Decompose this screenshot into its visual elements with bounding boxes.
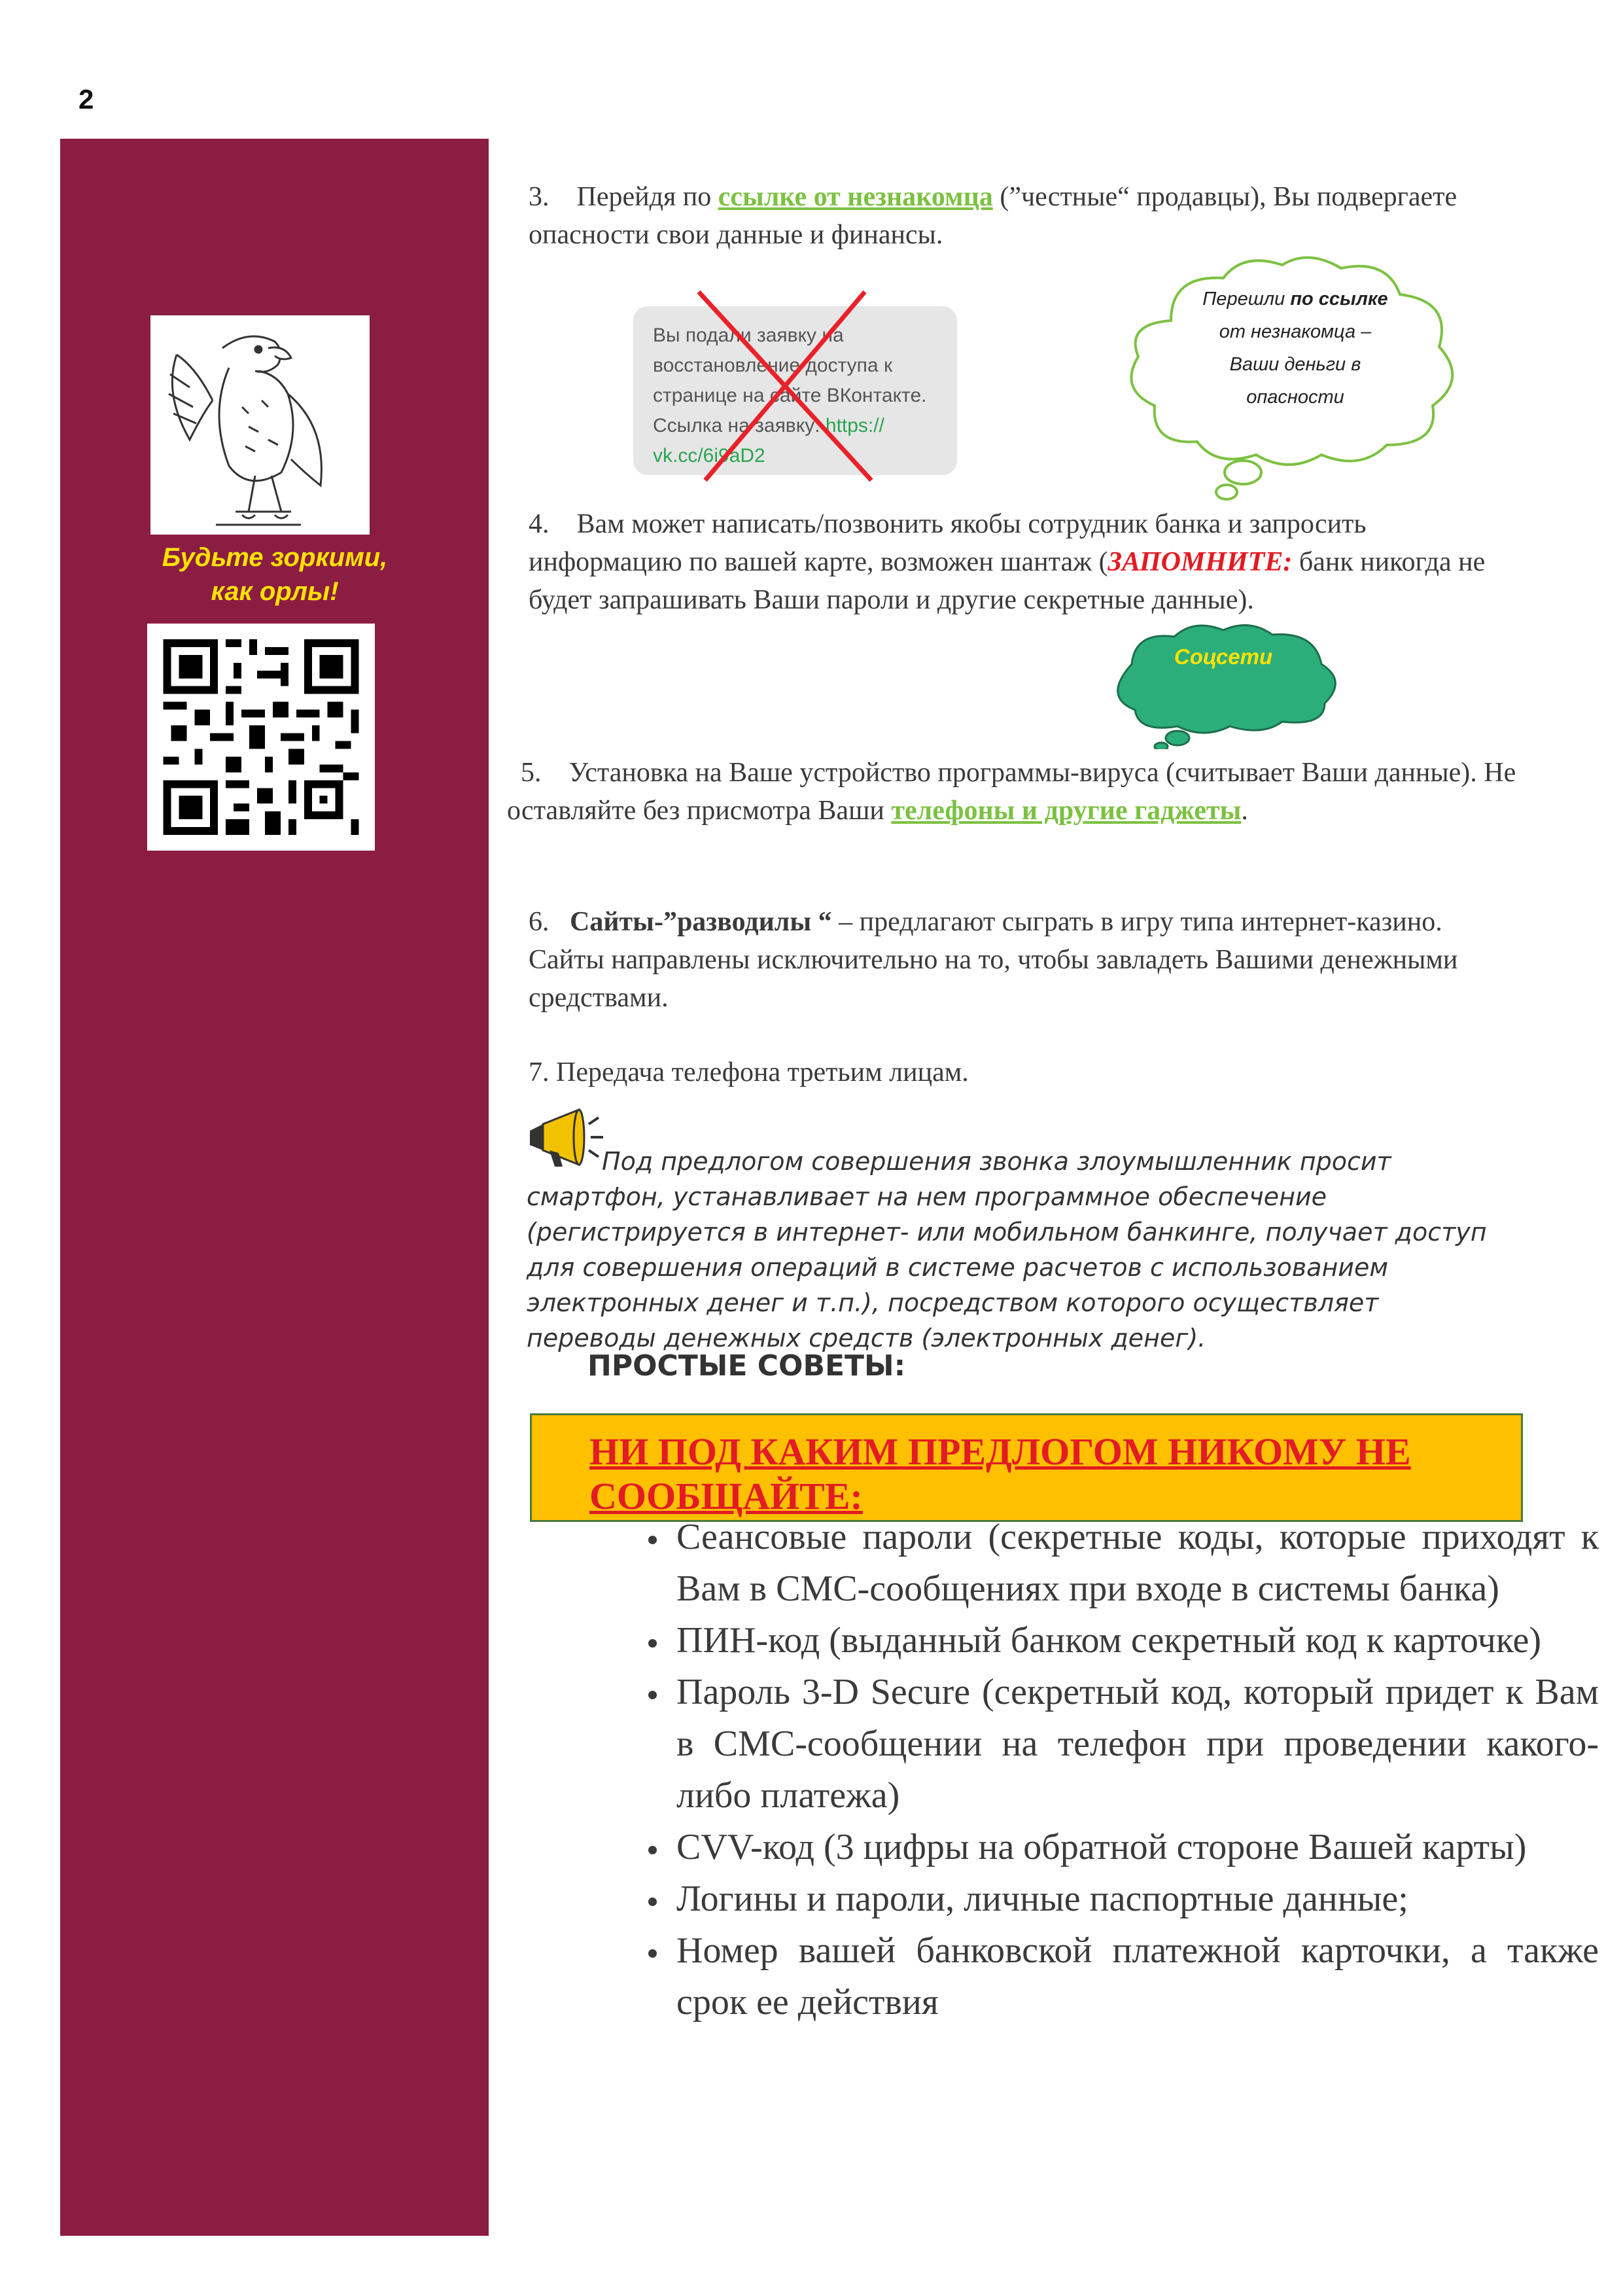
- cloud-text-pre: Перешли: [1202, 289, 1291, 309]
- tip-item: • Сеансовые пароли (секретные коды, которые приходят к Вам в СМС-сообщениях при входе в системы банка): [670, 1511, 1599, 1615]
- cloud-line-2: от незнакомца –: [1219, 321, 1372, 342]
- qr-code[interactable]: [147, 624, 375, 851]
- cloud-text-bold: по ссылке: [1290, 289, 1388, 309]
- item-6-text: – предлагают сыграть в игру типа интернет-казино. Сайты направлены исключительно на то, чтобы завладеть Вашими денежными средствами.: [529, 907, 1458, 1013]
- page-number: 2: [79, 84, 94, 115]
- scam-note: [527, 1144, 1508, 1356]
- scam-note-text: Под предлогом совершения звонка злоумышленник просит смартфон, устанавливает на нем программное обеспечение (регистрируется в интернет- или мобильном банкинге, получает доступ для совершения операций в системе расчетов с использованием электронных денег и т.п.), посредством которого осуществляет переводы денежных средств (электронных денег).: [527, 1147, 1487, 1352]
- item-5-text-pre: Установка на Ваше устройство программы-вируса (считывает Ваши данные). Не оставляйте без присмотра Ваши: [507, 758, 1516, 826]
- sms-text: Вы подали заявку на восстановление доступа к странице на сайте ВКонтакте. Ссылка на заявку:: [653, 325, 927, 436]
- item-7: 7. Передача телефона третьим лицам.: [529, 1057, 969, 1087]
- eagle-illustration: [150, 315, 370, 535]
- social-cloud-icon: [1099, 618, 1348, 749]
- tip-item: • Пароль 3-D Secure (секретный код, который придет к Вам в СМС-сообщении на телефон при проведении какого-либо платежа): [670, 1667, 1599, 1822]
- advice-title: ПРОСТЫЕ СОВЕТЫ:: [587, 1349, 906, 1383]
- tip-item: • Номер вашей банковской платежной карточки, а также срок ее действия: [670, 1925, 1599, 2028]
- item-6: [529, 903, 1523, 1017]
- cloud-line-3: Ваши деньги в: [1229, 354, 1361, 375]
- slogan-line-1: Будьте зоркими,: [162, 543, 388, 572]
- warning-text: НИ ПОД КАКИМ ПРЕДЛОГОМ НИКОМУ НЕ СООБЩАЙТЕ:: [589, 1430, 1411, 1517]
- item-6-bold: Сайты-”разводилы “: [570, 907, 832, 937]
- item-4-number: 4.: [529, 509, 550, 539]
- sidebar-slogan: [98, 540, 451, 609]
- gadgets-link[interactable]: телефоны и другие гаджеты: [891, 796, 1242, 826]
- item-5-number: 5.: [521, 758, 542, 788]
- cloud-line-4: опасности: [1246, 387, 1344, 408]
- sms-link: https:// vk.cc/6i9aD2: [653, 415, 884, 467]
- social-cloud-label: Соцсети: [1174, 645, 1273, 669]
- item-4-text-post: банк никогда не будет запрашивать Ваши пароли и другие секретные данные).: [529, 547, 1486, 615]
- red-cross-icon: [693, 288, 877, 484]
- warning-box: [530, 1413, 1523, 1522]
- remember-label: ЗАПОМНИТЕ:: [1108, 547, 1293, 577]
- stranger-link[interactable]: ссылке от незнакомца: [718, 182, 993, 212]
- item-4: [529, 505, 1510, 619]
- item-3: [529, 178, 1510, 254]
- item-4-text-pre: Вам может написать/позвонить якобы сотрудник банка и запросить информацию по вашей карте, возможен шантаж (: [529, 509, 1367, 577]
- tip-item: • Логины и пароли, личные паспортные данные;: [670, 1873, 1599, 1925]
- item-5: [507, 754, 1527, 830]
- tips-list: [618, 1511, 1599, 2028]
- item-3-text-post: (”честные“ продавцы), Вы подвергаете опасности свои данные и финансы.: [529, 182, 1457, 250]
- qr-code-icon: [147, 624, 375, 851]
- item-6-number: 6.: [529, 907, 550, 937]
- tip-item: • CVV-код (3 цифры на обратной стороне Вашей карты): [670, 1822, 1599, 1873]
- item-3-text-pre: Перейдя по: [576, 182, 718, 212]
- tip-item: • ПИН-код (выданный банком секретный код к карточке): [670, 1615, 1599, 1667]
- cloud-text: [1164, 283, 1426, 414]
- item-3-number: 3.: [529, 182, 550, 212]
- eagle-icon: [150, 315, 370, 535]
- item-5-text-post: .: [1241, 796, 1248, 826]
- slogan-line-2: как орлы!: [211, 577, 339, 606]
